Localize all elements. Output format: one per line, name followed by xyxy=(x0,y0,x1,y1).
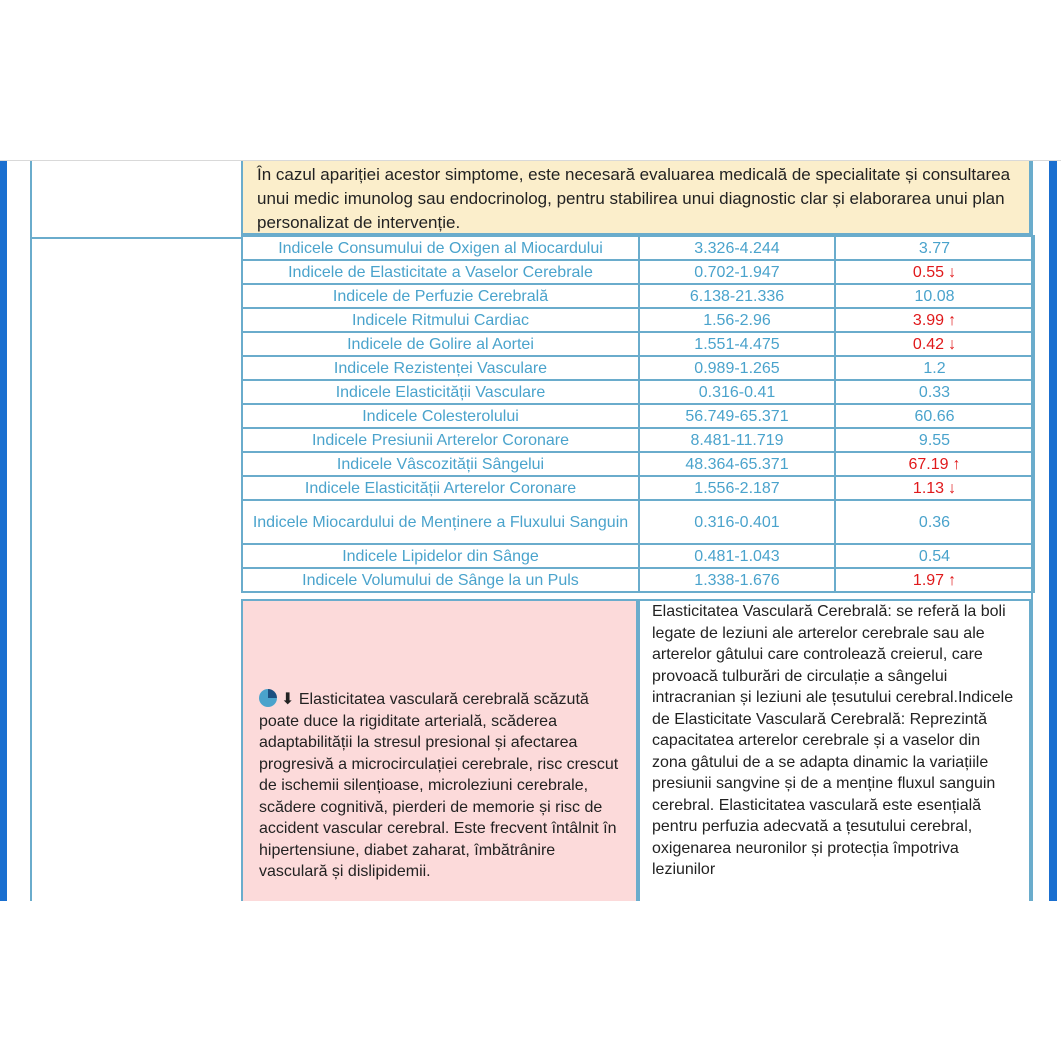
index-name: Indicele de Perfuzie Cerebrală xyxy=(242,284,639,308)
measured-value xyxy=(835,476,1034,500)
table-row xyxy=(242,568,1034,592)
index-name: Indicele Consumului de Oxigen al Miocardului xyxy=(242,236,639,260)
value-number: 0.42 xyxy=(912,335,945,353)
index-name: Indicele Elasticității Vasculare xyxy=(242,380,639,404)
value-number: 9.55 xyxy=(918,431,951,449)
measured-value xyxy=(835,356,1034,380)
right-accent-bar xyxy=(1049,161,1057,902)
index-name: Indicele Ritmului Cardiac xyxy=(242,308,639,332)
value-number: 1.13 xyxy=(912,479,945,497)
index-name: Indicele Elasticității Arterelor Coronare xyxy=(242,476,639,500)
measured-value xyxy=(835,452,1034,476)
reference-range: 0.316-0.41 xyxy=(639,380,835,404)
index-name: Indicele Vâscozității Sângelui xyxy=(242,452,639,476)
value-number: 10.08 xyxy=(914,287,955,305)
index-name: Indicele Miocardului de Menținere a Fluxului Sanguin xyxy=(242,500,639,544)
value-number: 1.2 xyxy=(923,359,946,377)
reference-range: 48.364-65.371 xyxy=(639,452,835,476)
measured-value xyxy=(835,404,1034,428)
reference-range: 8.481-11.719 xyxy=(639,428,835,452)
value-number: 0.55 xyxy=(912,263,945,281)
indices-table xyxy=(241,235,1035,593)
reference-range: 1.56-2.96 xyxy=(639,308,835,332)
bottom-blank-area xyxy=(0,901,1061,1061)
table-row xyxy=(242,332,1034,356)
reference-range: 1.551-4.475 xyxy=(639,332,835,356)
table-row xyxy=(242,260,1034,284)
table-row xyxy=(242,284,1034,308)
reference-range: 1.338-1.676 xyxy=(639,568,835,592)
measured-value xyxy=(835,236,1034,260)
reference-range: 0.702-1.947 xyxy=(639,260,835,284)
reference-range: 0.316-0.401 xyxy=(639,500,835,544)
arrow-down-icon: ↓ xyxy=(948,263,957,281)
measured-value xyxy=(835,568,1034,592)
pie-chart-icon xyxy=(259,689,277,707)
value-number: 60.66 xyxy=(914,407,955,425)
table-row xyxy=(242,308,1034,332)
table-row xyxy=(242,404,1034,428)
value-number: 3.99 xyxy=(912,311,945,329)
table-row xyxy=(242,452,1034,476)
table-row xyxy=(242,500,1034,544)
category-column xyxy=(30,161,241,902)
reference-range: 0.481-1.043 xyxy=(639,544,835,568)
measured-value xyxy=(835,380,1034,404)
recommendation-note xyxy=(241,161,1031,235)
value-number: 3.77 xyxy=(918,239,951,257)
value-number: 67.19 xyxy=(908,455,949,473)
top-blank-area xyxy=(0,0,1061,160)
description-box xyxy=(638,599,1031,902)
reference-range: 56.749-65.371 xyxy=(639,404,835,428)
report-viewport[interactable] xyxy=(0,160,1061,902)
arrow-down-icon: ↓ xyxy=(948,335,957,353)
measured-value xyxy=(835,260,1034,284)
reference-range: 3.326-4.244 xyxy=(639,236,835,260)
arrow-up-icon: ↑ xyxy=(952,455,961,473)
index-name: Indicele de Golire al Aortei xyxy=(242,332,639,356)
measured-value xyxy=(835,544,1034,568)
category-divider xyxy=(30,237,242,239)
measured-value xyxy=(835,284,1034,308)
index-name: Indicele Rezistenței Vasculare xyxy=(242,356,639,380)
arrow-up-icon: ↑ xyxy=(948,571,957,589)
measured-value xyxy=(835,428,1034,452)
table-row xyxy=(242,476,1034,500)
arrow-up-icon: ↑ xyxy=(948,311,957,329)
reference-range: 0.989-1.265 xyxy=(639,356,835,380)
value-number: 0.54 xyxy=(918,547,951,565)
value-number: 0.33 xyxy=(918,383,951,401)
measured-value xyxy=(835,308,1034,332)
table-row xyxy=(242,356,1034,380)
index-name: Indicele Colesterolului xyxy=(242,404,639,428)
arrow-down-icon: ↓ xyxy=(948,479,957,497)
table-row xyxy=(242,236,1034,260)
table-row xyxy=(242,544,1034,568)
measured-value xyxy=(835,332,1034,356)
warning-text: Elasticitatea vasculară cerebrală scăzută poate duce la rigiditate arterială, scăderea adaptabilității la stresul presional și afectarea progresivă a microcirculației cerebrale, risc crescut de ischemii silențioase, microleziuni cerebrale, scădere cognitivă, pierderi de memorie și risc de accident vascular cerebral. Este frecvent întâlnit în hipertensiune, diabet zaharat, îmbătrânire vasculară și dislipidemii. xyxy=(259,691,619,880)
left-accent-bar xyxy=(0,161,7,902)
index-name: Indicele Lipidelor din Sânge xyxy=(242,544,639,568)
reference-range: 6.138-21.336 xyxy=(639,284,835,308)
measured-value xyxy=(835,500,1034,544)
description-text: Elasticitatea Vasculară Cerebrală: se referă la boli legate de leziuni ale arterelor cerebrale sau ale arterelor gâtului care controlează creierul, care provoacă tulburări de circulație a sângelui intracranian și leziuni ale țesutului cerebral.Indicele de Elasticitate Vasculară Cerebrală: Reprezintă capacitatea arterelor cerebrale și a vaselor din zona gâtului de a se adapta dinamic la variațiile presiunii sangvine și de a menține fluxul sanguin cerebral. Elasticitatea vasculară este esențială pentru perfuzia adecvată a țesutului cerebral, oxigenarea neuronilor și protecția împotriva leziunilor xyxy=(652,603,1014,878)
value-number: 1.97 xyxy=(912,571,945,589)
index-name: Indicele Volumului de Sânge la un Puls xyxy=(242,568,639,592)
table-row xyxy=(242,380,1034,404)
recommendation-text: În cazul apariției acestor simptome, este necesară evaluarea medicală de specialitate și consultarea unui medic imunolog sau endocrinolog, pentru stabilirea unui diagnostic clar și elaborarea unui plan personalizat de intervenție. xyxy=(257,165,1011,232)
reference-range: 1.556-2.187 xyxy=(639,476,835,500)
warning-box xyxy=(241,599,638,902)
value-number: 0.36 xyxy=(918,513,951,531)
table-row xyxy=(242,428,1034,452)
index-name: Indicele de Elasticitate a Vaselor Cerebrale xyxy=(242,260,639,284)
down-arrow-icon: ⬇ xyxy=(281,691,295,708)
index-name: Indicele Presiunii Arterelor Coronare xyxy=(242,428,639,452)
